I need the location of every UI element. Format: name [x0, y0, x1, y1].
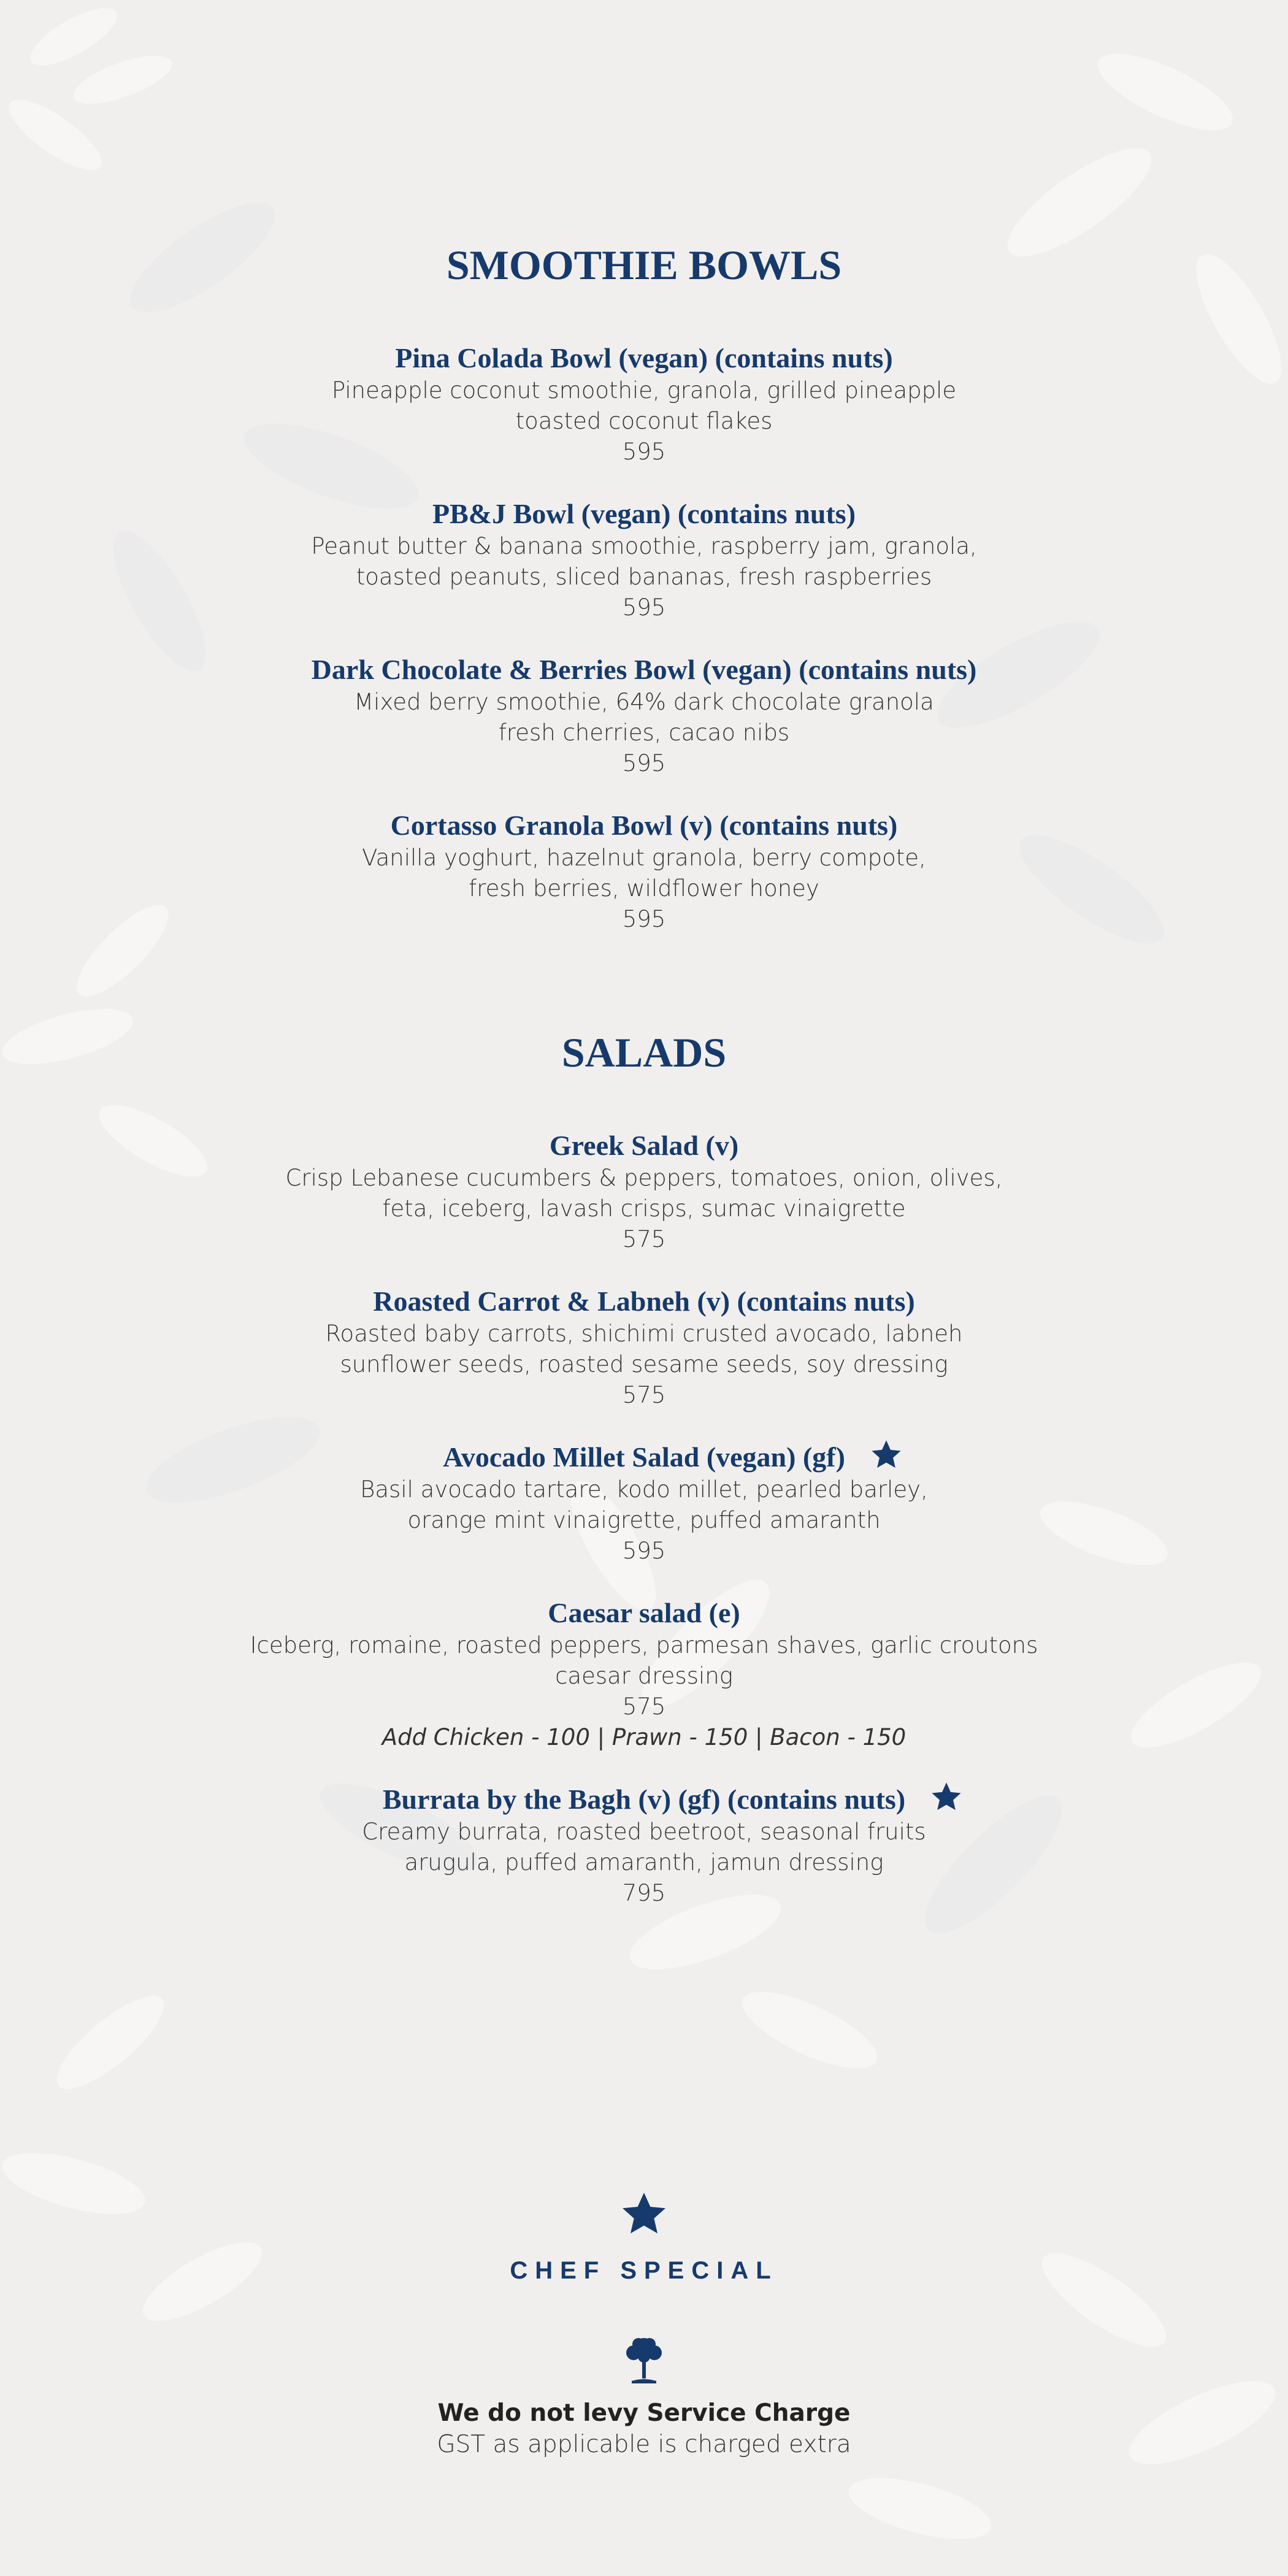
star-icon	[619, 2190, 669, 2239]
item-description-line: caesar dressing	[555, 1663, 733, 1689]
item-price: 595	[622, 906, 666, 932]
item-price: 575	[622, 1693, 666, 1720]
item-name-wrapper	[443, 1440, 845, 1474]
item-description-line: Roasted baby carrots, shichimi crusted avocado, labneh	[325, 1321, 963, 1347]
item-description-line: arugula, puffed amaranth, jamun dressing	[404, 1849, 884, 1876]
item-description-line: fresh cherries, cacao nibs	[498, 719, 790, 746]
item-name: Dark Chocolate & Berries Bowl (vegan) (contains nuts)	[311, 654, 977, 685]
item-description-line: sunflower seeds, roasted sesame seeds, soy dressing	[340, 1351, 948, 1378]
item-name: PB&J Bowl (vegan) (contains nuts)	[432, 498, 856, 529]
menu-item-cortasso-granola-bowl	[0, 808, 1288, 935]
item-description-line: Basil avocado tartare, kodo millet, pearled barley,	[360, 1476, 928, 1503]
menu-item-dark-chocolate-berries-bowl	[0, 653, 1288, 779]
item-description-line: feta, iceberg, lavash crisps, sumac vinaigrette	[382, 1195, 906, 1222]
item-name-wrapper	[383, 1782, 905, 1817]
item-name: Burrata by the Bagh (v) (gf) (contains nuts)	[382, 1784, 906, 1815]
menu-item-pbj-bowl	[0, 497, 1288, 623]
tree-logo-icon	[613, 2331, 675, 2392]
item-description-line: Creamy burrata, roasted beetroot, seasonal fruits	[362, 1819, 926, 1845]
item-price: 595	[622, 594, 666, 621]
item-description-line: Mixed berry smoothie, 64% dark chocolate granola	[354, 689, 934, 715]
section-title-smoothie-bowls: SMOOTHIE BOWLS	[446, 242, 842, 288]
item-description-line: fresh berries, wildflower honey	[469, 875, 819, 902]
item-name: Roasted Carrot & Labneh (v) (contains nuts)	[373, 1286, 915, 1317]
item-description-line: Iceberg, romaine, roasted peppers, parmesan shaves, garlic croutons	[250, 1632, 1038, 1658]
item-name: Cortasso Granola Bowl (v) (contains nuts)	[390, 810, 898, 841]
menu-item-burrata-by-the-bagh	[0, 1782, 1288, 1909]
item-description-line: Vanilla yoghurt, hazelnut granola, berry compote,	[362, 845, 926, 871]
item-description-line: toasted peanuts, sliced bananas, fresh raspberries	[356, 564, 932, 590]
item-addons: Add Chicken - 100 | Prawn - 150 | Bacon - 150	[381, 1724, 907, 1750]
service-charge-note: We do not levy Service Charge	[437, 2399, 851, 2427]
item-description-line: toasted coconut flakes	[515, 408, 773, 434]
item-description-line: Crisp Lebanese cucumbers & peppers, tomatoes, onion, olives,	[285, 1165, 1003, 1191]
item-description-line: Pineapple coconut smoothie, granola, grilled pineapple	[331, 377, 957, 404]
menu-item-roasted-carrot-labneh	[0, 1284, 1288, 1411]
chef-special-star-icon	[930, 1781, 963, 1814]
section-title-salads: SALADS	[561, 1029, 727, 1076]
item-price: 575	[622, 1226, 666, 1252]
item-price: 595	[622, 439, 666, 465]
menu-item-avocado-millet-salad	[0, 1440, 1288, 1566]
item-price: 595	[622, 750, 666, 776]
menu-item-caesar-salad	[0, 1596, 1288, 1753]
menu-item-pina-colada-bowl	[0, 341, 1288, 467]
item-description-line: Peanut butter & banana smoothie, raspberry jam, granola,	[311, 533, 977, 559]
item-price: 595	[622, 1538, 666, 1564]
menu-item-greek-salad	[0, 1129, 1288, 1255]
item-price: 795	[622, 1880, 666, 1906]
chef-special-star-icon	[870, 1438, 903, 1471]
item-name: Caesar salad (e)	[548, 1597, 740, 1628]
chef-special-legend-label: CHEF SPECIAL	[510, 2257, 778, 2284]
item-name: Greek Salad (v)	[549, 1130, 739, 1161]
gst-note: GST as applicable is charged extra	[437, 2431, 851, 2458]
item-name: Avocado Millet Salad (vegan) (gf)	[443, 1441, 845, 1473]
item-price: 575	[622, 1382, 666, 1408]
item-description-line: orange mint vinaigrette, puffed amaranth	[407, 1507, 881, 1533]
item-name: Pina Colada Bowl (vegan) (contains nuts)	[395, 342, 893, 374]
